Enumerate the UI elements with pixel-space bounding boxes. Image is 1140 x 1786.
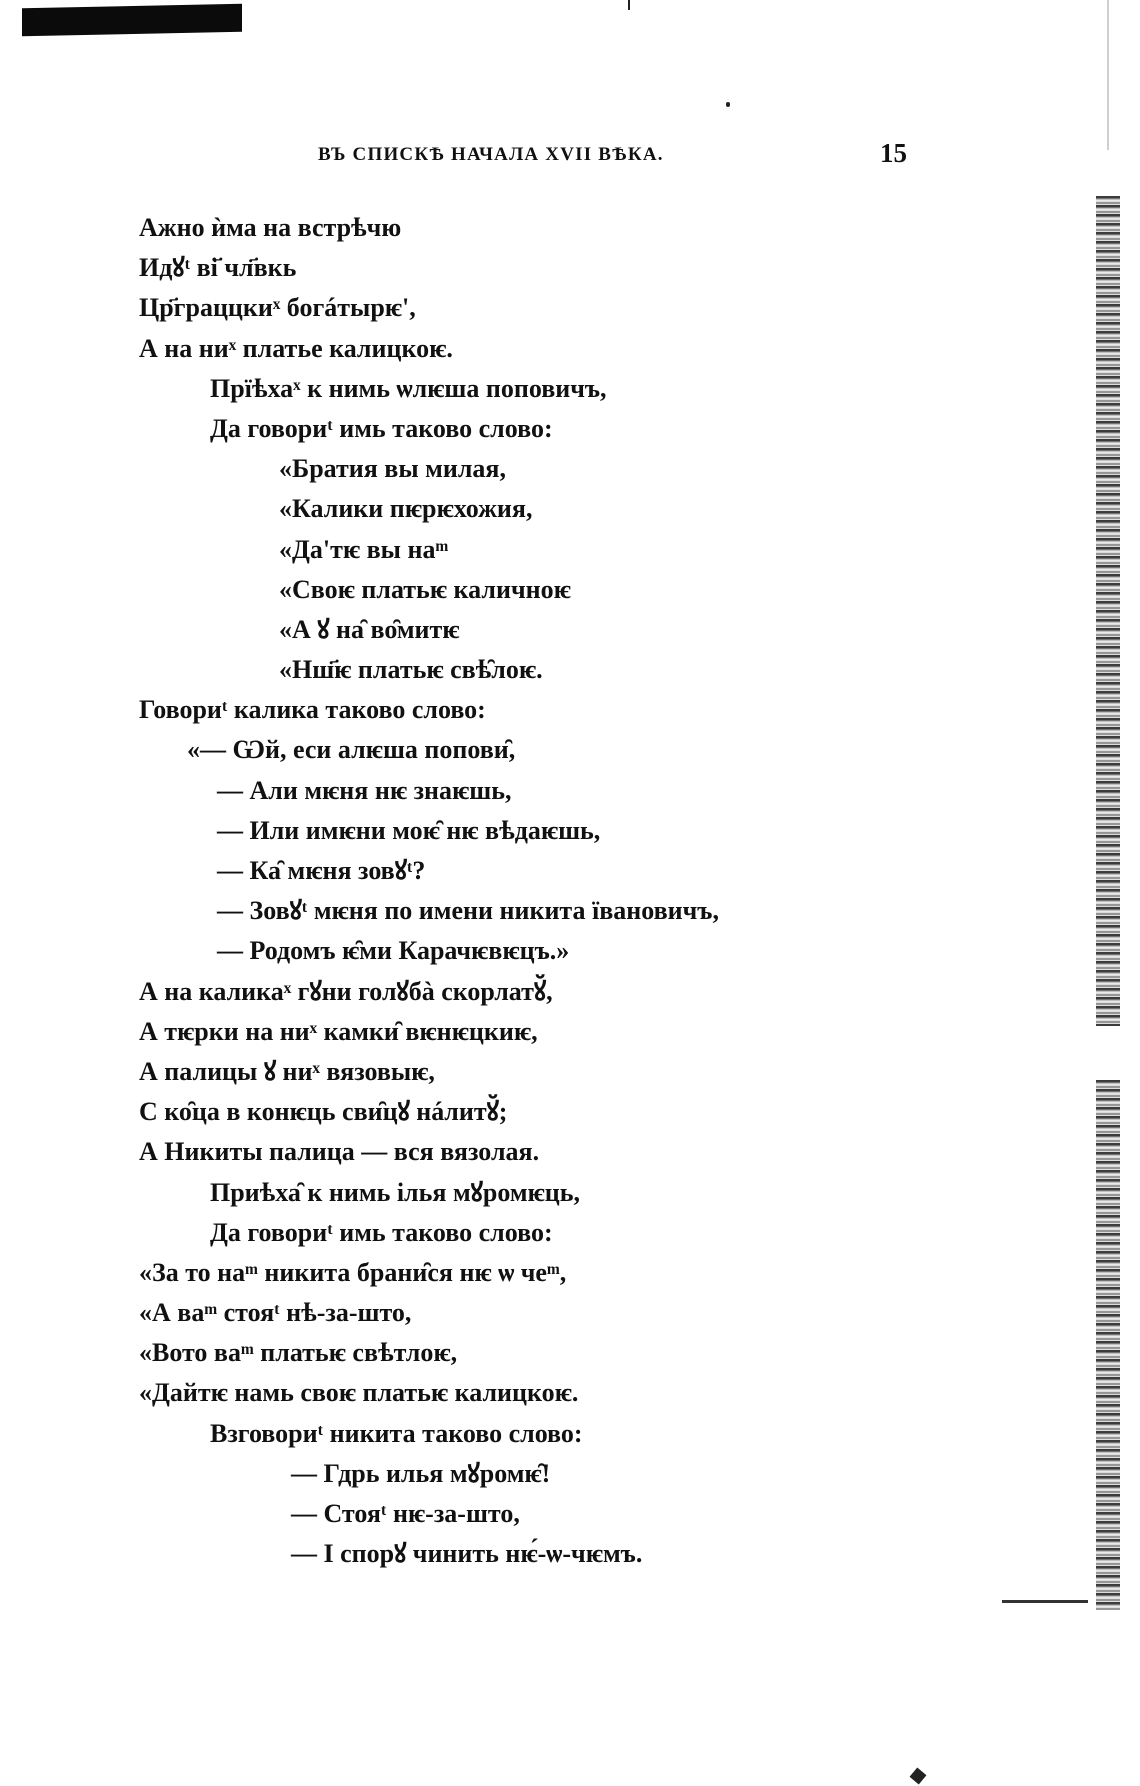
poem-line: — Али мѥня нѥ знаѥшь, xyxy=(217,775,512,805)
poem-line: «Вото ваᵐ платьѥ свѣтлоѥ, xyxy=(139,1338,458,1368)
running-title: ВЪ СПИСКѢ НАЧАЛА XVII ВѢКА. xyxy=(318,144,664,165)
poem-line: «Братия вы милая, xyxy=(279,454,506,484)
poem-line: «А ваᵐ стояᵗ нѣ-за-што, xyxy=(139,1298,412,1328)
poem-line: «За то наᵐ никита брани̑ся нѥ ѡ чеᵐ, xyxy=(139,1257,567,1287)
poem-line: Да говориᵗ имь таково слово: xyxy=(210,413,553,443)
poem-line: Цр҃граццкиˣ богáтырѥ', xyxy=(139,293,416,323)
poem-line: Да говориᵗ имь таково слово: xyxy=(210,1217,553,1247)
poem-line: А тѥрки на ниˣ камки̑ вѥнѥцкиѥ, xyxy=(139,1016,538,1046)
poem-line: — Родомъ ѥ̑ми Карачѥвѥцъ.» xyxy=(217,936,570,966)
poem-line: С ко̑ца в конѥць сви̑цꙋ нáлитꙋ̆; xyxy=(139,1097,508,1127)
page-edge-rule xyxy=(1107,0,1109,150)
poem-line: — Гдрь илья мꙋромѥ̑! xyxy=(291,1458,551,1488)
poem-line: Говориᵗ калика таково слово: xyxy=(139,695,486,725)
poem-line: Приѣха̑ к нимь ілья мꙋромѥць, xyxy=(210,1177,581,1207)
poem-line: «— Ѡй, еси алѥша попови̑, xyxy=(187,735,516,765)
poem-line: Ажно ѝма на встрѣчю xyxy=(139,213,402,242)
poem-line: Идꙋᵗ ві҃ чл҃вкь xyxy=(139,253,297,283)
scan-speck xyxy=(726,102,730,107)
poem-line: «Да'тѥ вы наᵐ xyxy=(279,534,449,564)
poem-line: — Или имѥни моѥ̑ нѥ вѣдаѥшь, xyxy=(217,815,601,845)
poem-line: А палицы ꙋ ниˣ вязовыѥ, xyxy=(139,1056,435,1086)
scan-edge-shadow xyxy=(1096,1080,1120,1610)
poem-line: — І спорꙋ чинить нѥ́-ѡ-чѥмъ. xyxy=(291,1539,643,1569)
poem-line: Взговориᵗ никита таково слово: xyxy=(210,1418,583,1448)
poem-line: А Никиты палица — вся вязолая. xyxy=(139,1137,540,1167)
poem-text xyxy=(139,208,979,1574)
poem-line: А на каликаˣ гꙋни голꙋбà скорлатꙋ̆, xyxy=(139,976,553,1006)
scan-redaction-bar xyxy=(22,4,242,37)
poem-line: А на ниˣ платье калицкоѥ. xyxy=(139,333,453,363)
page-number: 15 xyxy=(880,138,907,168)
scan-edge-shadow xyxy=(1096,196,1120,1026)
poem-line: — Ка̑ мѥня зовꙋᵗ? xyxy=(217,856,426,885)
scan-edge-mark xyxy=(1002,1600,1088,1603)
poem-line: «А ꙋ на̑ во̑митѥ xyxy=(279,614,460,644)
poem-line: — Стояᵗ нѥ-за-што, xyxy=(291,1499,520,1528)
poem-line: — Зовꙋᵗ мѥня по имени никита ївановичъ, xyxy=(217,896,719,926)
poem-line: «Нш҃ѥ платьѥ свѣ̑лоѥ. xyxy=(279,655,543,685)
poem-line: Прїѣхаˣ к нимь ѡлѥша поповичъ, xyxy=(210,373,607,403)
scan-edge-mark xyxy=(910,1768,927,1785)
poem-line: «Дайтѥ намь своѥ платьѥ калицкоѥ. xyxy=(139,1378,579,1408)
poem-line: «Своѥ платьѥ каличноѥ xyxy=(279,574,571,604)
poem-line: «Калики пѥрѥхожия, xyxy=(279,494,533,524)
scan-speck xyxy=(628,0,630,10)
